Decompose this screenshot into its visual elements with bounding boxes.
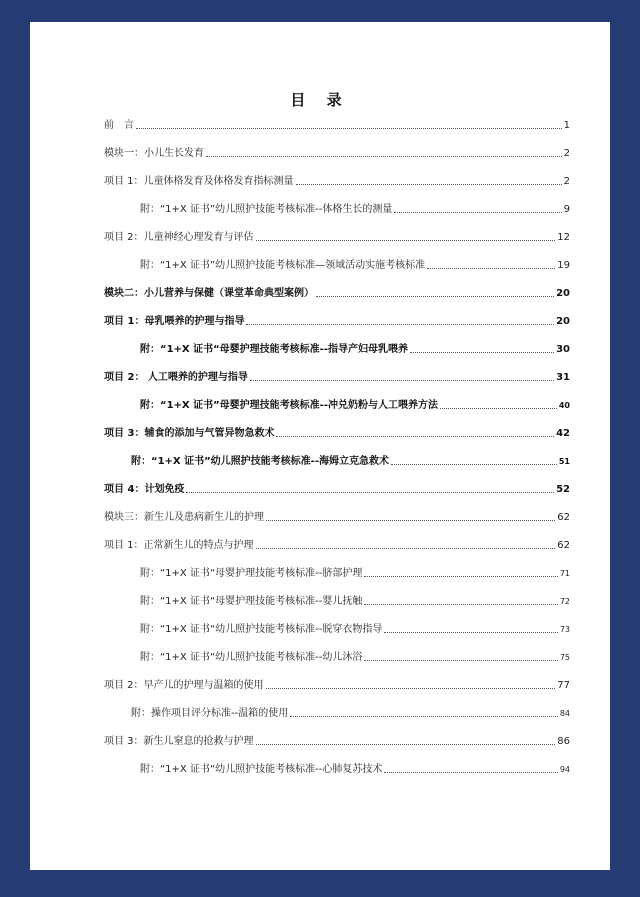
toc-entry-page: 20 — [556, 288, 570, 299]
toc-leader — [246, 323, 554, 325]
toc-entry — [104, 258, 570, 272]
toc-entry-page: 31 — [556, 372, 570, 383]
toc-entry-text: 附：“1+X 证书“幼儿照护技能考核标准--幼儿沐浴 — [140, 652, 363, 663]
toc-entry — [104, 510, 570, 524]
toc-entry-page: 75 — [559, 653, 570, 662]
toc-entry-page: 9 — [563, 204, 570, 215]
toc-entry — [104, 650, 570, 664]
toc-leader — [440, 407, 557, 409]
toc-title: 目 录 — [290, 91, 350, 109]
toc-leader — [364, 575, 557, 577]
toc-entry-page: 1 — [563, 120, 570, 131]
document-page — [30, 22, 610, 870]
toc-entry-text: 附：“1+X 证书”母婴护理技能考核标准--冲兑奶粉与人工喂养方法 — [140, 400, 438, 411]
toc-entry-text: 附：“1+X 证书“母婴护理技能考核标准--脐部护理 — [140, 568, 363, 579]
toc-entry-text: 项目 1：母乳喂养的护理与指导 — [104, 316, 245, 327]
toc-entry-text: 模块三：新生儿及患病新生儿的护理 — [104, 512, 264, 523]
toc-leader — [316, 295, 554, 297]
toc-leader — [276, 435, 554, 437]
toc-leader — [427, 267, 555, 269]
toc-entry-text: 附：“1+X 证书”幼儿照护技能考核标准—领域活动实施考核标准 — [140, 260, 426, 271]
toc-leader — [266, 519, 555, 521]
toc-entry-page: 2 — [563, 176, 570, 187]
toc-entry-text: 模块二：小儿营养与保健（课堂革命典型案例） — [104, 288, 314, 299]
toc-leader — [256, 547, 556, 549]
toc-leader — [384, 771, 557, 773]
toc-entry-page: 72 — [559, 597, 570, 606]
toc-entry-text: 附：“1+X 证书“母婴护理技能考核标准--指导产妇母乳喂养 — [140, 344, 408, 355]
toc-entry-text: 附：操作项目评分标准--温箱的使用 — [131, 708, 289, 719]
toc-entry-page: 40 — [558, 401, 570, 410]
toc-entry-text: 前 言 — [104, 120, 134, 131]
toc-entry-page: 94 — [559, 765, 570, 774]
toc-entry — [104, 762, 570, 776]
toc-entry-page: 30 — [556, 344, 570, 355]
toc-leader — [384, 631, 557, 633]
toc-entry — [104, 454, 570, 468]
toc-entry — [104, 594, 570, 608]
toc-entry-text: 附：“1+X 证书”幼儿照护技能考核标准--海姆立克急救术 — [131, 456, 389, 467]
toc-leader — [364, 603, 557, 605]
toc-leader — [206, 155, 562, 157]
toc-entry-text: 模块一：小儿生长发育 — [104, 148, 204, 159]
toc-entry-page: 62 — [557, 512, 570, 523]
toc-entry-page: 73 — [559, 625, 570, 634]
toc-entry-page: 20 — [556, 316, 570, 327]
toc-entry — [104, 342, 570, 356]
toc-entry-text: 项目 2： 人工喂养的护理与指导 — [104, 372, 248, 383]
toc-entry — [104, 426, 570, 440]
toc-entry-page: 77 — [557, 680, 570, 691]
toc-entry-text: 项目 2：早产儿的护理与温箱的使用 — [104, 680, 264, 691]
toc-leader — [296, 183, 562, 185]
toc-entry-page: 84 — [559, 709, 570, 718]
toc-leader — [250, 379, 554, 381]
toc-entry — [104, 734, 570, 748]
toc-entry-page: 42 — [556, 428, 570, 439]
toc-entry-text: 附：“1+X 证书”幼儿照护技能考核标准--体格生长的测量 — [140, 204, 393, 215]
toc-entry-page: 51 — [558, 457, 570, 466]
toc-entry-page: 62 — [557, 540, 570, 551]
toc-entry — [104, 538, 570, 552]
toc-leader — [186, 491, 554, 493]
toc-entry-page: 52 — [556, 484, 570, 495]
toc-leader — [256, 743, 556, 745]
toc-entry-text: 项目 2：儿童神经心理发育与评估 — [104, 232, 254, 243]
toc-entry — [104, 678, 570, 692]
toc-entry-page: 71 — [559, 569, 570, 578]
toc-entry-text: 项目 1：儿童体格发育及体格发育指标测量 — [104, 176, 294, 187]
toc-entry-text: 附：“1+X 证书“幼儿照护技能考核标准--脱穿衣物指导 — [140, 624, 383, 635]
toc-leader — [256, 239, 556, 241]
toc-entry — [104, 482, 570, 496]
toc-leader — [266, 687, 556, 689]
toc-entry — [104, 174, 570, 188]
toc-entry-page: 86 — [557, 736, 570, 747]
toc-entry-text: 附：“1+X 证书“幼儿照护技能考核标准--心肺复苏技术 — [140, 764, 383, 775]
toc-leader — [364, 659, 557, 661]
toc-entry — [104, 370, 570, 384]
toc-leader — [391, 463, 557, 465]
toc-entry — [104, 314, 570, 328]
toc-entry-page: 2 — [563, 148, 570, 159]
toc-leader — [394, 211, 561, 213]
toc-entry-text: 项目 3：辅食的添加与气管异物急救术 — [104, 428, 275, 439]
toc-leader — [410, 351, 554, 353]
toc-entry-text: 项目 3：新生儿窒息的抢救与护理 — [104, 736, 254, 747]
toc-entry — [104, 146, 570, 160]
toc-entry — [104, 566, 570, 580]
toc-entry — [104, 706, 570, 720]
toc-entry — [104, 202, 570, 216]
toc-leader — [290, 715, 558, 717]
toc-entry-text: 项目 4：计划免疫 — [104, 484, 185, 495]
toc-entry-text: 附：“1+X 证书“母婴护理技能考核标准--婴儿抚触 — [140, 596, 363, 607]
toc-entry-text: 项目 1：正常新生儿的特点与护理 — [104, 540, 254, 551]
toc-leader — [136, 127, 562, 129]
toc-entry-page: 12 — [557, 232, 570, 243]
toc-entry-page: 19 — [557, 260, 570, 271]
toc-entry — [104, 118, 570, 132]
toc-entry — [104, 286, 570, 300]
toc-entry — [104, 398, 570, 412]
toc-entry — [104, 230, 570, 244]
toc-entry — [104, 622, 570, 636]
